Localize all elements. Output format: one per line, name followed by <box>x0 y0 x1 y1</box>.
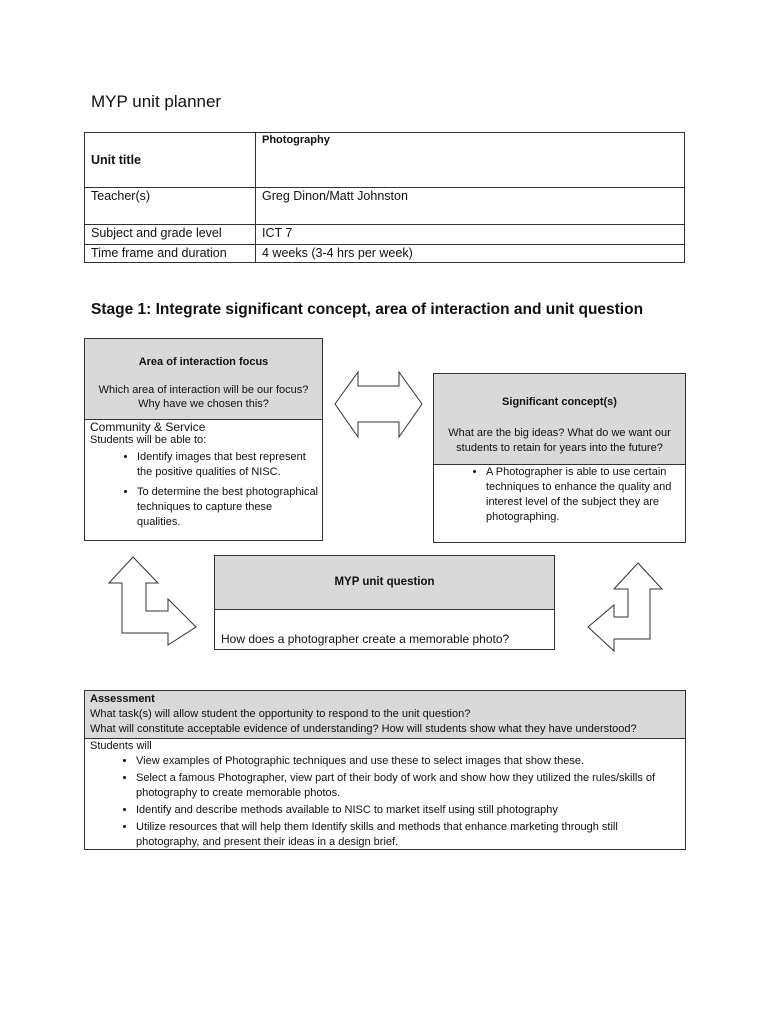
label-teachers: Teacher(s) <box>85 188 256 225</box>
bent-arrow-left-icon <box>106 555 200 649</box>
unit-question-text: How does a photographer create a memorable photo? <box>221 632 510 646</box>
concept-item: • A Photographer is able to use certain techniques to enhance the quality and interest level of the subject they are photographing. <box>486 465 677 525</box>
aoi-item: • To determine the best photographical techniques to capture these qualities. <box>137 485 318 530</box>
aoi-intro: Students will be able to: <box>90 434 207 446</box>
bent-arrow-right-icon <box>586 561 666 655</box>
assessment-item: • Select a famous Photographer, view part of their body of work and show how they utilized the rules/skills of photography to create memorable photos. <box>136 771 679 801</box>
concept-box <box>433 373 686 543</box>
assessment-intro: Students will <box>90 740 152 752</box>
value-timeframe: 4 weeks (3-4 hrs per week) <box>256 245 685 263</box>
aoi-area: Community & Service <box>90 420 206 434</box>
assessment-item: • Identify and describe methods available to NISC to market itself using still photography <box>136 803 679 818</box>
assessment-box <box>84 690 686 850</box>
assessment-item: • View examples of Photographic techniques and use these to select images that show these. <box>136 754 679 769</box>
label-unit-title: Unit title <box>85 133 256 188</box>
unit-question-heading: MYP unit question <box>215 556 554 610</box>
assessment-q2: What will constitute acceptable evidence of understanding? How will students show what they have understood? <box>90 723 637 735</box>
aoi-question: Which area of interaction will be our focus? Why have we chosen this? <box>98 384 309 410</box>
stage-heading: Stage 1: Integrate significant concept, area of interaction and unit question <box>91 301 644 318</box>
label-timeframe: Time frame and duration <box>85 245 256 263</box>
unit-question-box <box>214 555 555 650</box>
page-title: MYP unit planner <box>91 92 222 111</box>
assessment-item: • Utilize resources that will help them Identify skills and methods that enhance marketing through still photography, and present their ideas in a design brief. <box>136 820 679 850</box>
aoi-header <box>85 339 322 420</box>
value-subject: ICT 7 <box>256 225 685 245</box>
aoi-box <box>84 338 323 541</box>
aoi-heading: Area of interaction focus <box>138 356 269 368</box>
label-subject: Subject and grade level <box>85 225 256 245</box>
aoi-item: • Identify images that best represent the positive qualities of NISC. <box>137 450 318 480</box>
concept-heading: Significant concept(s) <box>502 396 617 408</box>
value-unit-title: Photography <box>256 133 685 188</box>
assessment-q1: What task(s) will allow student the opportunity to respond to the unit question? <box>90 708 471 720</box>
double-arrow-icon <box>332 370 426 440</box>
concept-header <box>434 374 685 465</box>
concept-question: What are the big ideas? What do we want our students to retain for years into the future? <box>448 427 671 454</box>
assessment-heading: Assessment <box>90 693 155 705</box>
value-teachers: Greg Dinon/Matt Johnston <box>256 188 685 225</box>
unit-info-table <box>84 132 685 263</box>
assessment-header <box>85 691 685 739</box>
